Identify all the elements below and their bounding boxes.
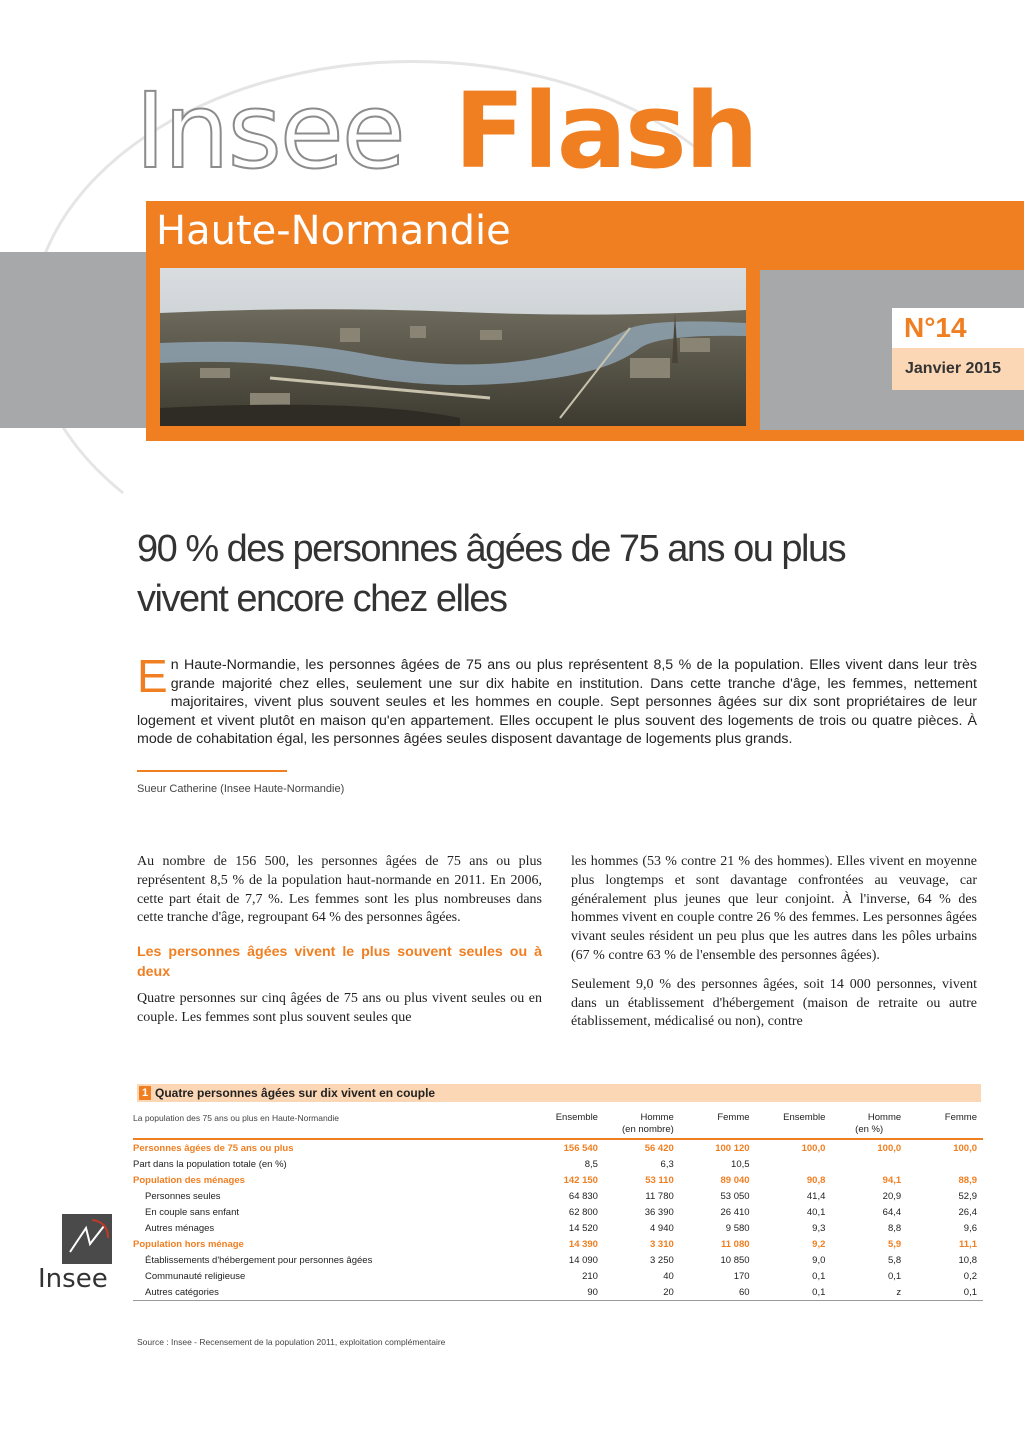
lead-dropcap: E <box>137 650 168 702</box>
table-cell: 8,8 <box>887 1222 902 1234</box>
headline-line-1: 90 % des personnes âgées de 75 ans ou plus <box>137 528 846 570</box>
col-header-homme: Homme (en nombre) <box>604 1110 680 1139</box>
table-cell: 64 830 <box>568 1190 598 1202</box>
issue-date: Janvier 2015 <box>905 360 1002 377</box>
table-cell: 5,9 <box>887 1238 902 1250</box>
table-cell: 0,1 <box>887 1270 902 1282</box>
logo-insee-text: Insee <box>135 70 404 192</box>
table-cell: 60 <box>680 1284 756 1301</box>
table-cell: 210 <box>582 1270 598 1282</box>
table-cell: 20 <box>604 1284 680 1301</box>
body-paragraph: Seulement 9,0 % des personnes âgées, soit 14 000 personnes, vivent dans un établissement d'hébergement (maison de retraite ou autre établissement, médicalisé ou non), contre <box>571 976 977 1030</box>
table-cell: 0,2 <box>963 1270 977 1282</box>
row-label: En couple sans enfant <box>145 1206 240 1218</box>
table-cell: 3 310 <box>649 1238 674 1250</box>
table-cell: 100,0 <box>877 1142 902 1154</box>
table-cell: 40,1 <box>806 1206 826 1218</box>
table-cell: 9,2 <box>812 1238 826 1250</box>
headline-line-2: vivent encore chez elles <box>137 578 507 620</box>
table-row <box>133 1204 983 1220</box>
row-label: Personnes âgées de 75 ans ou plus <box>133 1142 294 1154</box>
insee-logo-word: Insee <box>38 1264 108 1294</box>
table-cell: 36 390 <box>644 1206 674 1218</box>
unit-pct: (en %) <box>855 1124 884 1135</box>
table-cell: 3 250 <box>649 1254 674 1266</box>
table-cell <box>831 1156 907 1172</box>
col-header-femme-pct: Femme <box>907 1110 983 1139</box>
table-row <box>133 1139 983 1156</box>
table-cell: 6,3 <box>660 1158 674 1170</box>
table-cell: 10,5 <box>731 1158 750 1170</box>
table-cell: 90,8 <box>806 1174 826 1186</box>
lead-divider <box>137 770 287 772</box>
body-column-left <box>137 853 542 1038</box>
table-cell: 4 940 <box>649 1222 674 1234</box>
table-row <box>133 1268 983 1284</box>
author-line: Sueur Catherine (Insee Haute-Normandie) <box>137 783 345 795</box>
lead-text: n Haute-Normandie, les personnes âgées de 75 ans ou plus représentent 8,5 % de la population. Elles vivent dans leur très grande majorité chez elles, seulement une sur dix habite en institution. Dans cette tranche d'âge, les femmes, nettement majoritaires, vivent plus souvent seules et les hommes en couple. Sept personnes âgées sur dix sont propriétaires de leur logement et vivent plutôt en maison qu'en appartement. Elles occupent le plus souvent des logements de trois ou quatre pièces. À mode de cohabitation égal, les personnes âgées seules disposent davantage de logements plus grands. <box>137 657 977 748</box>
table-cell: 94,1 <box>882 1174 902 1186</box>
table-cell: 156 540 <box>563 1142 598 1154</box>
table-cell: 90 <box>528 1284 604 1301</box>
logo-flash-text: Flash <box>454 70 757 192</box>
table-row <box>133 1284 983 1301</box>
row-label: Population des ménages <box>133 1174 245 1186</box>
table-row <box>133 1236 983 1252</box>
col-header-ensemble-pct: Ensemble <box>756 1110 832 1139</box>
table-row <box>133 1172 983 1188</box>
table-row <box>133 1188 983 1204</box>
table-cell: 53 110 <box>645 1174 674 1186</box>
body-column-right <box>571 853 977 1042</box>
table-cell: z <box>831 1284 907 1301</box>
table-cell: 170 <box>733 1270 750 1282</box>
table-cell: 100,0 <box>953 1142 977 1154</box>
row-label: Personnes seules <box>145 1190 221 1202</box>
table-cell: 10 850 <box>720 1254 750 1266</box>
table-cell: 53 050 <box>720 1190 750 1202</box>
rouen-panorama-photo <box>160 268 746 426</box>
table-cell: 14 090 <box>568 1254 598 1266</box>
row-label: Autres ménages <box>145 1222 215 1234</box>
row-label: Communauté religieuse <box>145 1270 246 1282</box>
table-cell: 0,1 <box>907 1284 983 1301</box>
table-cell: 89 040 <box>720 1174 750 1186</box>
table-cell <box>907 1156 983 1172</box>
col-header-homme-pct: Homme (en %) <box>831 1110 907 1139</box>
section-subheading: Les personnes âgées vivent le plus souvent seules ou à deux <box>137 944 542 981</box>
lead-paragraph <box>137 650 977 749</box>
table-cell: 9,6 <box>963 1222 977 1234</box>
table-cell: 52,9 <box>958 1190 977 1202</box>
table-cell: 41,4 <box>806 1190 826 1202</box>
table-cell: 0,1 <box>756 1284 832 1301</box>
body-paragraph: Quatre personnes sur cinq âgées de 75 ans ou plus vivent seules ou en couple. Les femmes sont plus souvent seules que <box>137 991 542 1025</box>
table-row <box>133 1156 983 1172</box>
insee-logo-mark <box>62 1214 112 1264</box>
table-cell: 9,0 <box>812 1254 826 1266</box>
region-name: Haute-Normandie <box>156 208 511 254</box>
table-cell: 40 <box>663 1270 674 1282</box>
table-row <box>133 1220 983 1236</box>
table-cell: 5,8 <box>887 1254 902 1266</box>
article-headline <box>137 524 937 624</box>
table-cell: 8,5 <box>584 1158 598 1170</box>
table-row <box>133 1252 983 1268</box>
table-cell: 14 390 <box>568 1238 598 1250</box>
row-label: Part dans la population totale (en %) <box>133 1158 287 1170</box>
table-cell: 62 800 <box>568 1206 598 1218</box>
table-cell <box>756 1156 832 1172</box>
table-cell: 26,4 <box>958 1206 977 1218</box>
table-cell: 20,9 <box>882 1190 902 1202</box>
issue-number: N°14 <box>904 312 967 343</box>
table-cell: 11 080 <box>721 1238 750 1250</box>
table-cell: 0,1 <box>812 1270 826 1282</box>
table-title: Quatre personnes âgées sur dix vivent en couple <box>155 1086 436 1100</box>
table-cell: 88,9 <box>958 1174 977 1186</box>
table-cell: 10,8 <box>958 1254 977 1266</box>
population-table <box>133 1110 983 1301</box>
table-cell: 56 420 <box>644 1142 674 1154</box>
table-cell: 64,4 <box>882 1206 902 1218</box>
table-cell: 11 780 <box>645 1190 674 1202</box>
row-label: Autres catégories <box>133 1284 528 1301</box>
table-cell: 26 410 <box>720 1206 750 1218</box>
col-header-femme: Femme <box>680 1110 756 1139</box>
table-cell: 100,0 <box>801 1142 826 1154</box>
table-cell: 11,1 <box>959 1238 977 1250</box>
table-cell: 100 120 <box>715 1142 750 1154</box>
table-cell: 142 150 <box>563 1174 598 1186</box>
table-number: 1 <box>139 1086 151 1100</box>
body-paragraph: Au nombre de 156 500, les personnes âgées de 75 ans ou plus représentent 8,5 % de la population haut-normande en 2011. En 2006, cette part était de 7,7 %. Les femmes sont les plus nombreuses dans cette tranche d'âge, regroupant 64 % des personnes âgées. <box>137 854 542 926</box>
table-subtitle: La population des 75 ans ou plus en Haute-Normandie <box>133 1110 528 1139</box>
table-cell: 14 520 <box>568 1222 598 1234</box>
unit-count: (en nombre) <box>622 1124 674 1135</box>
body-paragraph: les hommes (53 % contre 21 % des hommes). Elles vivent en moyenne plus longtemps et sont davantage confrontées au veuvage, car généralement plus jeunes que leur conjoint. À l'inverse, 64 % des hommes vivent en couple contre 26 % des femmes. Les personnes âgées vivant seules résident un peu plus que les autres dans les pôles urbains (67 % contre 63 % de l'ensemble des personnes âgées). <box>571 854 977 963</box>
row-label: Population hors ménage <box>133 1238 244 1250</box>
row-label: Établissements d'hébergement pour personnes âgées <box>145 1254 373 1266</box>
table-source: Source : Insee - Recensement de la population 2011, exploitation complémentaire <box>137 1337 446 1347</box>
table-title-bar <box>137 1084 981 1102</box>
table-cell: 9,3 <box>812 1222 826 1234</box>
table-cell: 9 580 <box>725 1222 750 1234</box>
col-header-ensemble: Ensemble <box>528 1110 604 1139</box>
